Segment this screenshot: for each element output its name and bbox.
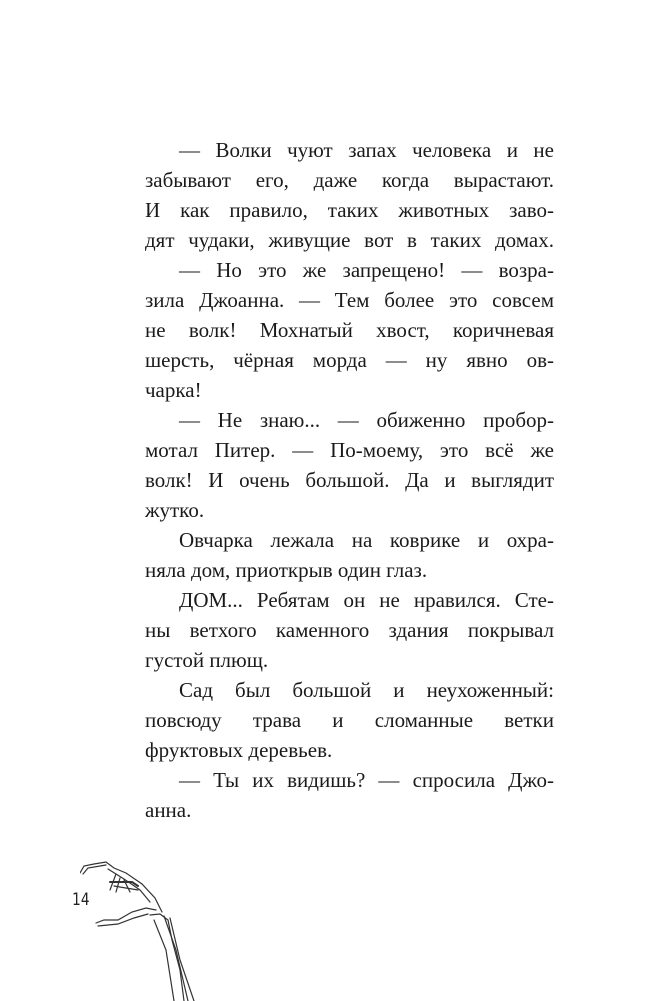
paragraph xyxy=(145,135,554,255)
text-line: мотал Питер. — По-моему, это всё же xyxy=(145,438,554,462)
text-line: анна. xyxy=(145,798,192,822)
text-line: — Ты их видишь? — спросила Джо- xyxy=(179,768,554,792)
text-line: Сад был большой и неухоженный: xyxy=(179,678,554,702)
text-line: ны ветхого каменного здания покрывал xyxy=(145,618,554,642)
text-line: ДОМ... Ребятам он не нравился. Сте- xyxy=(179,588,554,612)
text-line: жутко. xyxy=(145,498,205,522)
text-line: — Волки чуют запах человека и не xyxy=(179,138,554,162)
text-line: повсюду трава и сломанные ветки xyxy=(145,708,554,732)
text-line: няла дом, приоткрыв один глаз. xyxy=(145,558,428,582)
text-line: И как правило, таких животных заво- xyxy=(145,198,554,222)
paragraph xyxy=(145,765,554,825)
text-line: фруктовых деревьев. xyxy=(145,738,333,762)
text-line: Овчарка лежала на коврике и охра- xyxy=(179,528,554,552)
text-line: дят чудаки, живущие вот в таких домах. xyxy=(145,228,554,252)
skeleton-hand-illustration xyxy=(80,860,200,1001)
text-line: волк! И очень большой. Да и выглядит xyxy=(145,468,554,492)
text-line: шерсть, чёрная морда — ну явно ов- xyxy=(145,348,554,372)
paragraph xyxy=(145,585,554,675)
text-line: густой плющ. xyxy=(145,648,269,672)
body-text xyxy=(145,135,554,825)
text-line: забывают его, даже когда вырастают. xyxy=(145,168,554,192)
paragraph xyxy=(145,675,554,765)
text-line: — Не знаю... — обиженно пробор- xyxy=(179,408,554,432)
text-line: не волк! Мохнатый хвост, коричневая xyxy=(145,318,554,342)
paragraph xyxy=(145,525,554,585)
paragraph xyxy=(145,405,554,525)
page-number: 14 xyxy=(72,890,90,910)
paragraph xyxy=(145,255,554,405)
text-line: чарка! xyxy=(145,378,202,402)
text-line: зила Джоанна. — Тем более это совсем xyxy=(145,288,554,312)
text-line: — Но это же запрещено! — возра- xyxy=(179,258,554,282)
